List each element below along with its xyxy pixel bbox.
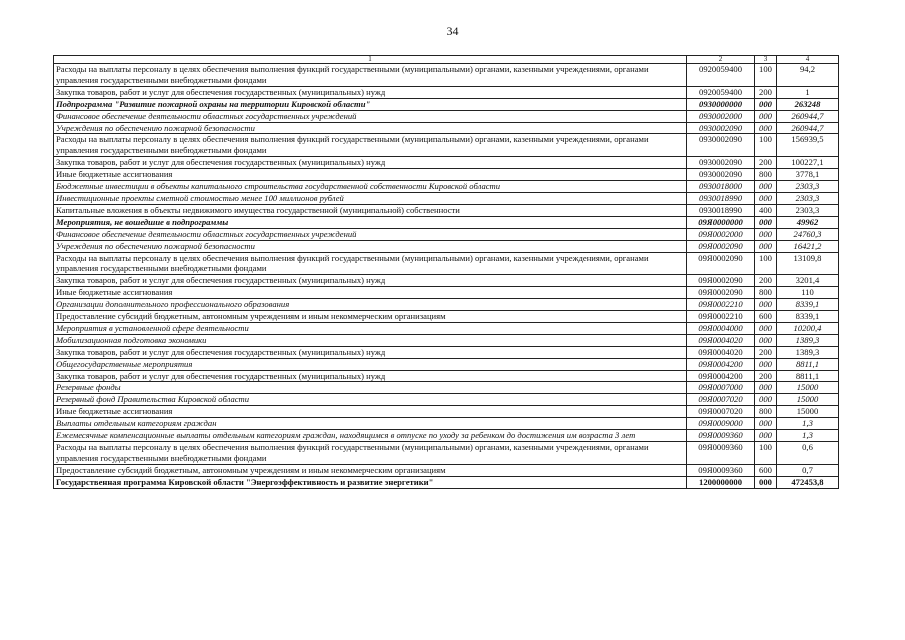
table-row — [54, 370, 839, 382]
row-code-cell: 1200000000 — [687, 476, 755, 488]
row-type-cell: 000 — [755, 334, 777, 346]
row-amount-cell: 1389,3 — [777, 334, 839, 346]
row-amount-cell: 94,2 — [777, 64, 839, 87]
row-name-cell: Государственная программа Кировской области "Энергоэффективность и развитие энергетики" — [54, 476, 687, 488]
table-row — [54, 110, 839, 122]
row-amount-cell: 8339,1 — [777, 311, 839, 323]
row-type-cell: 000 — [755, 418, 777, 430]
row-name-cell: Предоставление субсидий бюджетным, автономным учреждениям и иным некоммерческим организациям — [54, 464, 687, 476]
row-name-cell: Расходы на выплаты персоналу в целях обеспечения выполнения функций государственными (муниципальными) органами, казенными учреждениями, органами управления государственными внебюджетными фондами — [54, 134, 687, 157]
row-type-cell: 000 — [755, 299, 777, 311]
row-name-cell: Резервный фонд Правительства Кировской области — [54, 394, 687, 406]
row-type-cell: 200 — [755, 346, 777, 358]
header-col-2: 2 — [687, 56, 755, 64]
row-type-cell: 600 — [755, 311, 777, 323]
table-header-row — [54, 56, 839, 64]
row-type-cell: 100 — [755, 134, 777, 157]
row-name-cell: Финансовое обеспечение деятельности областных государственных учреждений — [54, 228, 687, 240]
header-col-4: 4 — [777, 56, 839, 64]
header-col-3: 3 — [755, 56, 777, 64]
row-name-cell: Иные бюджетные ассигнования — [54, 287, 687, 299]
table-row — [54, 181, 839, 193]
row-amount-cell: 16421,2 — [777, 240, 839, 252]
row-type-cell: 000 — [755, 122, 777, 134]
row-name-cell: Расходы на выплаты персоналу в целях обеспечения выполнения функций государственными (муниципальными) органами, казенными учреждениями, органами управления государственными внебюджетными фондами — [54, 442, 687, 465]
row-type-cell: 000 — [755, 110, 777, 122]
table-row — [54, 358, 839, 370]
row-amount-cell: 24760,3 — [777, 228, 839, 240]
row-amount-cell: 13109,8 — [777, 252, 839, 275]
row-code-cell: 09Я0007020 — [687, 394, 755, 406]
row-code-cell: 09Я0002090 — [687, 252, 755, 275]
row-type-cell: 400 — [755, 204, 777, 216]
row-type-cell: 000 — [755, 382, 777, 394]
row-name-cell: Подпрограмма "Развитие пожарной охраны на территории Кировской области" — [54, 98, 687, 110]
row-amount-cell: 263248 — [777, 98, 839, 110]
table-row — [54, 311, 839, 323]
table-row — [54, 464, 839, 476]
row-code-cell: 09Я0004020 — [687, 346, 755, 358]
row-name-cell: Выплаты отдельным категориям граждан — [54, 418, 687, 430]
row-type-cell: 000 — [755, 476, 777, 488]
table-row — [54, 334, 839, 346]
row-type-cell: 000 — [755, 430, 777, 442]
row-type-cell: 200 — [755, 370, 777, 382]
row-code-cell: 09Я0007000 — [687, 382, 755, 394]
table-row — [54, 122, 839, 134]
table-row — [54, 322, 839, 334]
row-amount-cell: 100227,1 — [777, 157, 839, 169]
table-row — [54, 134, 839, 157]
row-amount-cell: 110 — [777, 287, 839, 299]
row-code-cell: 0930018990 — [687, 204, 755, 216]
row-amount-cell: 156939,5 — [777, 134, 839, 157]
row-code-cell: 09Я0004020 — [687, 334, 755, 346]
row-amount-cell: 1 — [777, 86, 839, 98]
row-type-cell: 200 — [755, 275, 777, 287]
row-code-cell: 09Я0002090 — [687, 275, 755, 287]
table-row — [54, 299, 839, 311]
row-code-cell: 09Я0002210 — [687, 299, 755, 311]
row-code-cell: 09Я0009360 — [687, 430, 755, 442]
row-type-cell: 000 — [755, 216, 777, 228]
table-row — [54, 275, 839, 287]
row-type-cell: 000 — [755, 98, 777, 110]
row-amount-cell: 8811,1 — [777, 358, 839, 370]
page-number: 34 — [446, 24, 459, 38]
row-type-cell: 100 — [755, 442, 777, 465]
row-code-cell: 09Я0004200 — [687, 370, 755, 382]
budget-table-body — [54, 56, 839, 489]
row-name-cell: Расходы на выплаты персоналу в целях обеспечения выполнения функций государственными (муниципальными) органами, казенными учреждениями, органами управления государственными внебюджетными фондами — [54, 252, 687, 275]
row-code-cell: 0930018000 — [687, 181, 755, 193]
row-amount-cell: 1,3 — [777, 418, 839, 430]
row-name-cell: Общегосударственные мероприятия — [54, 358, 687, 370]
row-name-cell: Закупка товаров, работ и услуг для обеспечения государственных (муниципальных) нужд — [54, 370, 687, 382]
row-type-cell: 800 — [755, 169, 777, 181]
table-row — [54, 216, 839, 228]
row-type-cell: 800 — [755, 406, 777, 418]
row-amount-cell: 3778,1 — [777, 169, 839, 181]
row-name-cell: Мобилизационная подготовка экономики — [54, 334, 687, 346]
row-type-cell: 600 — [755, 464, 777, 476]
row-amount-cell: 1,3 — [777, 430, 839, 442]
row-name-cell: Закупка товаров, работ и услуг для обеспечения государственных (муниципальных) нужд — [54, 157, 687, 169]
row-type-cell: 800 — [755, 287, 777, 299]
row-name-cell: Ежемесячные компенсационные выплаты отдельным категориям граждан, находящимся в отпуске по уходу за ребенком до достижения им возраста 3 лет — [54, 430, 687, 442]
row-code-cell: 09Я0004200 — [687, 358, 755, 370]
row-name-cell: Предоставление субсидий бюджетным, автономным учреждениям и иным некоммерческим организациям — [54, 311, 687, 323]
row-name-cell: Резервные фонды — [54, 382, 687, 394]
table-row — [54, 192, 839, 204]
row-type-cell: 000 — [755, 394, 777, 406]
row-type-cell: 200 — [755, 157, 777, 169]
row-type-cell: 000 — [755, 192, 777, 204]
row-name-cell: Мероприятия, не вошедшие в подпрограммы — [54, 216, 687, 228]
row-type-cell: 000 — [755, 228, 777, 240]
budget-table — [53, 55, 839, 489]
table-row — [54, 98, 839, 110]
row-name-cell: Учреждения по обеспечению пожарной безопасности — [54, 122, 687, 134]
table-row — [54, 394, 839, 406]
row-name-cell: Закупка товаров, работ и услуг для обеспечения государственных (муниципальных) нужд — [54, 86, 687, 98]
row-type-cell: 000 — [755, 358, 777, 370]
row-code-cell: 0930000000 — [687, 98, 755, 110]
row-name-cell: Капитальные вложения в объекты недвижимого имущества государственной (муниципальной) собственности — [54, 204, 687, 216]
row-amount-cell: 49962 — [777, 216, 839, 228]
row-code-cell: 09Я0002090 — [687, 240, 755, 252]
row-name-cell: Расходы на выплаты персоналу в целях обеспечения выполнения функций государственными (муниципальными) органами, казенными учреждениями, органами управления государственными внебюджетными фондами — [54, 64, 687, 87]
table-row — [54, 252, 839, 275]
row-amount-cell: 15000 — [777, 394, 839, 406]
row-amount-cell: 0,6 — [777, 442, 839, 465]
row-name-cell: Инвестиционные проекты сметной стоимостью менее 100 миллионов рублей — [54, 192, 687, 204]
table-row — [54, 418, 839, 430]
row-code-cell: 0920059400 — [687, 86, 755, 98]
table-row — [54, 86, 839, 98]
row-amount-cell: 472453,8 — [777, 476, 839, 488]
row-amount-cell: 2303,3 — [777, 181, 839, 193]
row-type-cell: 000 — [755, 240, 777, 252]
table-row — [54, 442, 839, 465]
row-code-cell: 0930002090 — [687, 169, 755, 181]
row-name-cell: Иные бюджетные ассигнования — [54, 169, 687, 181]
row-amount-cell: 15000 — [777, 406, 839, 418]
table-row — [54, 228, 839, 240]
row-name-cell: Финансовое обеспечение деятельности областных государственных учреждений — [54, 110, 687, 122]
row-type-cell: 200 — [755, 86, 777, 98]
row-amount-cell: 0,7 — [777, 464, 839, 476]
table-row — [54, 169, 839, 181]
row-amount-cell: 8811,1 — [777, 370, 839, 382]
row-type-cell: 000 — [755, 322, 777, 334]
row-code-cell: 09Я0004000 — [687, 322, 755, 334]
row-type-cell: 100 — [755, 64, 777, 87]
row-code-cell: 09Я0002210 — [687, 311, 755, 323]
row-amount-cell: 8339,1 — [777, 299, 839, 311]
row-code-cell: 09Я0009360 — [687, 442, 755, 465]
row-code-cell: 0930002090 — [687, 134, 755, 157]
row-name-cell: Учреждения по обеспечению пожарной безопасности — [54, 240, 687, 252]
row-code-cell: 09Я0002090 — [687, 287, 755, 299]
table-row — [54, 382, 839, 394]
row-amount-cell: 260944,7 — [777, 122, 839, 134]
row-amount-cell: 10200,4 — [777, 322, 839, 334]
row-code-cell: 09Я0009360 — [687, 464, 755, 476]
table-row — [54, 64, 839, 87]
table-row — [54, 204, 839, 216]
table-row — [54, 240, 839, 252]
table-row — [54, 476, 839, 488]
row-code-cell: 09Я0009000 — [687, 418, 755, 430]
row-amount-cell: 15000 — [777, 382, 839, 394]
table-row — [54, 287, 839, 299]
header-col-1: 1 — [54, 56, 687, 64]
table-row — [54, 157, 839, 169]
table-row — [54, 346, 839, 358]
row-amount-cell: 1389,3 — [777, 346, 839, 358]
row-name-cell: Закупка товаров, работ и услуг для обеспечения государственных (муниципальных) нужд — [54, 346, 687, 358]
row-code-cell: 0930018990 — [687, 192, 755, 204]
row-code-cell: 0930002090 — [687, 157, 755, 169]
row-code-cell: 0920059400 — [687, 64, 755, 87]
row-amount-cell: 260944,7 — [777, 110, 839, 122]
row-name-cell: Мероприятия в установленной сфере деятельности — [54, 322, 687, 334]
row-type-cell: 100 — [755, 252, 777, 275]
row-name-cell: Закупка товаров, работ и услуг для обеспечения государственных (муниципальных) нужд — [54, 275, 687, 287]
table-row — [54, 430, 839, 442]
row-amount-cell: 2303,3 — [777, 204, 839, 216]
row-name-cell: Организации дополнительного профессионального образования — [54, 299, 687, 311]
row-amount-cell: 3201,4 — [777, 275, 839, 287]
row-name-cell: Иные бюджетные ассигнования — [54, 406, 687, 418]
row-code-cell: 0930002000 — [687, 110, 755, 122]
row-code-cell: 09Я0000000 — [687, 216, 755, 228]
row-code-cell: 09Я0007020 — [687, 406, 755, 418]
row-amount-cell: 2303,3 — [777, 192, 839, 204]
row-name-cell: Бюджетные инвестиции в объекты капитального строительства государственной собственности Кировской области — [54, 181, 687, 193]
table-row — [54, 406, 839, 418]
row-code-cell: 09Я0002000 — [687, 228, 755, 240]
row-type-cell: 000 — [755, 181, 777, 193]
row-code-cell: 0930002090 — [687, 122, 755, 134]
